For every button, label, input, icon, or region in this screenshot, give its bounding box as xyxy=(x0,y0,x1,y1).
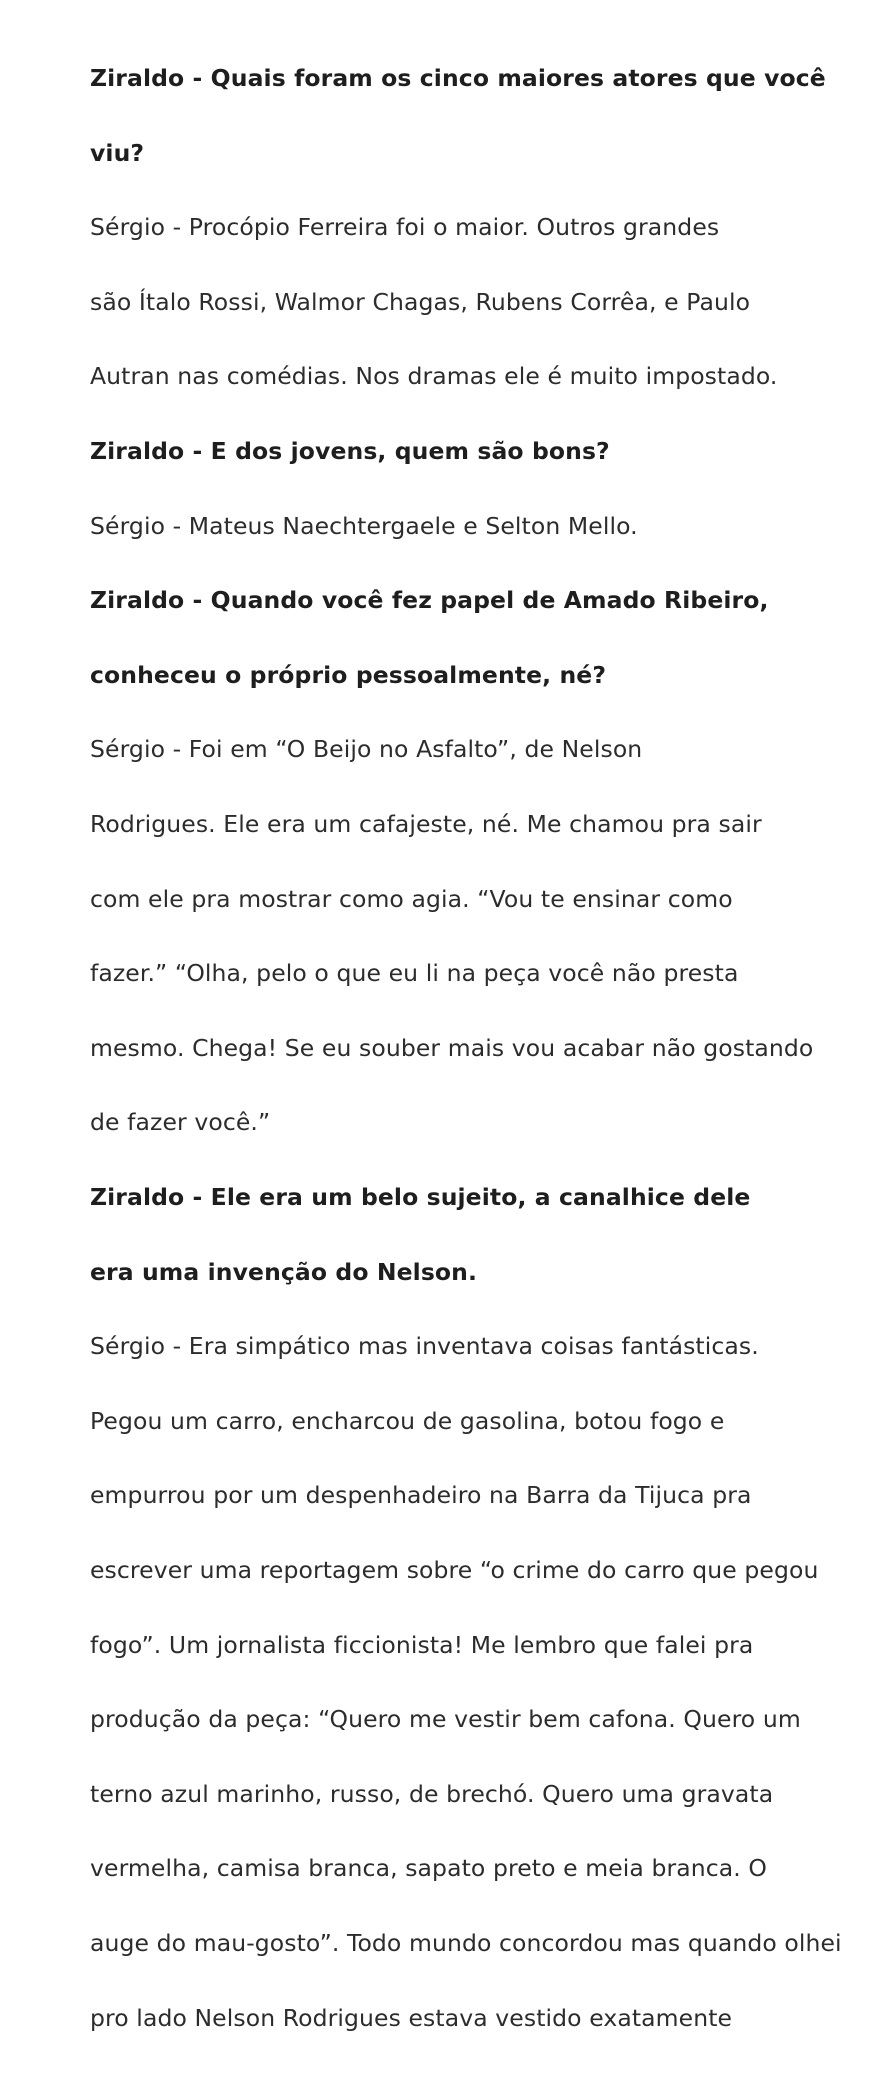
interviewee-answer-line: fazer.” “Olha, pelo o que eu li na peça você não presta xyxy=(90,959,739,987)
interviewee-answer-line: vermelha, camisa branca, sapato preto e meia branca. O xyxy=(90,1854,768,1882)
interviewee-answer-line: Sérgio - Era simpático mas inventava coisas fantásticas. xyxy=(90,1332,759,1360)
interviewer-question-line: Ziraldo - Quando você fez papel de Amado Ribeiro, xyxy=(90,586,769,614)
interviewer-question-line: Ziraldo - Ele era um belo sujeito, a canalhice dele xyxy=(90,1183,751,1211)
interviewee-answer-line: Rodrigues. Ele era um cafajeste, né. Me chamou pra sair xyxy=(90,810,762,838)
interviewee-answer-line: produção da peça: “Quero me vestir bem cafona. Quero um xyxy=(90,1705,801,1733)
interviewee-answer-line: Sérgio - Mateus Naechtergaele e Selton Mello. xyxy=(90,512,638,540)
interviewer-question-line: conheceu o próprio pessoalmente, né? xyxy=(90,661,607,689)
interviewer-question-line: Ziraldo - E dos jovens, quem são bons? xyxy=(90,437,610,465)
interviewee-answer-line: Pegou um carro, encharcou de gasolina, botou fogo e xyxy=(90,1407,725,1435)
interviewee-answer-line: fogo”. Um jornalista ficcionista! Me lembro que falei pra xyxy=(90,1631,754,1659)
interviewee-answer-line: Sérgio - Procópio Ferreira foi o maior. Outros grandes xyxy=(90,213,720,241)
interviewee-answer-line: escrever uma reportagem sobre “o crime do carro que pegou xyxy=(90,1556,819,1584)
interviewee-answer-line: auge do mau-gosto”. Todo mundo concordou mas quando olhei xyxy=(90,1929,842,1957)
interviewee-answer-line: pro lado Nelson Rodrigues estava vestido exatamente xyxy=(90,2004,733,2032)
interviewer-question-line: Ziraldo - Quais foram os cinco maiores atores que você xyxy=(90,64,826,92)
interviewee-answer-line: terno azul marinho, russo, de brechó. Quero uma gravata xyxy=(90,1780,774,1808)
interviewer-question-line: viu? xyxy=(90,139,145,167)
interviewee-answer-line: são Ítalo Rossi, Walmor Chagas, Rubens Corrêa, e Paulo xyxy=(90,288,751,316)
interviewee-answer-line: Sérgio - Foi em “O Beijo no Asfalto”, de Nelson xyxy=(90,735,643,763)
interviewee-answer-line: de fazer você.” xyxy=(90,1108,271,1136)
interviewee-answer-line: empurrou por um despenhadeiro na Barra da Tijuca pra xyxy=(90,1481,752,1509)
interviewee-answer-line: Autran nas comédias. Nos dramas ele é muito impostado. xyxy=(90,362,778,390)
interviewer-question-line: era uma invenção do Nelson. xyxy=(90,1258,478,1286)
interviewee-answer-line: mesmo. Chega! Se eu souber mais vou acabar não gostando xyxy=(90,1034,814,1062)
interviewee-answer-line: com ele pra mostrar como agia. “Vou te ensinar como xyxy=(90,885,733,913)
